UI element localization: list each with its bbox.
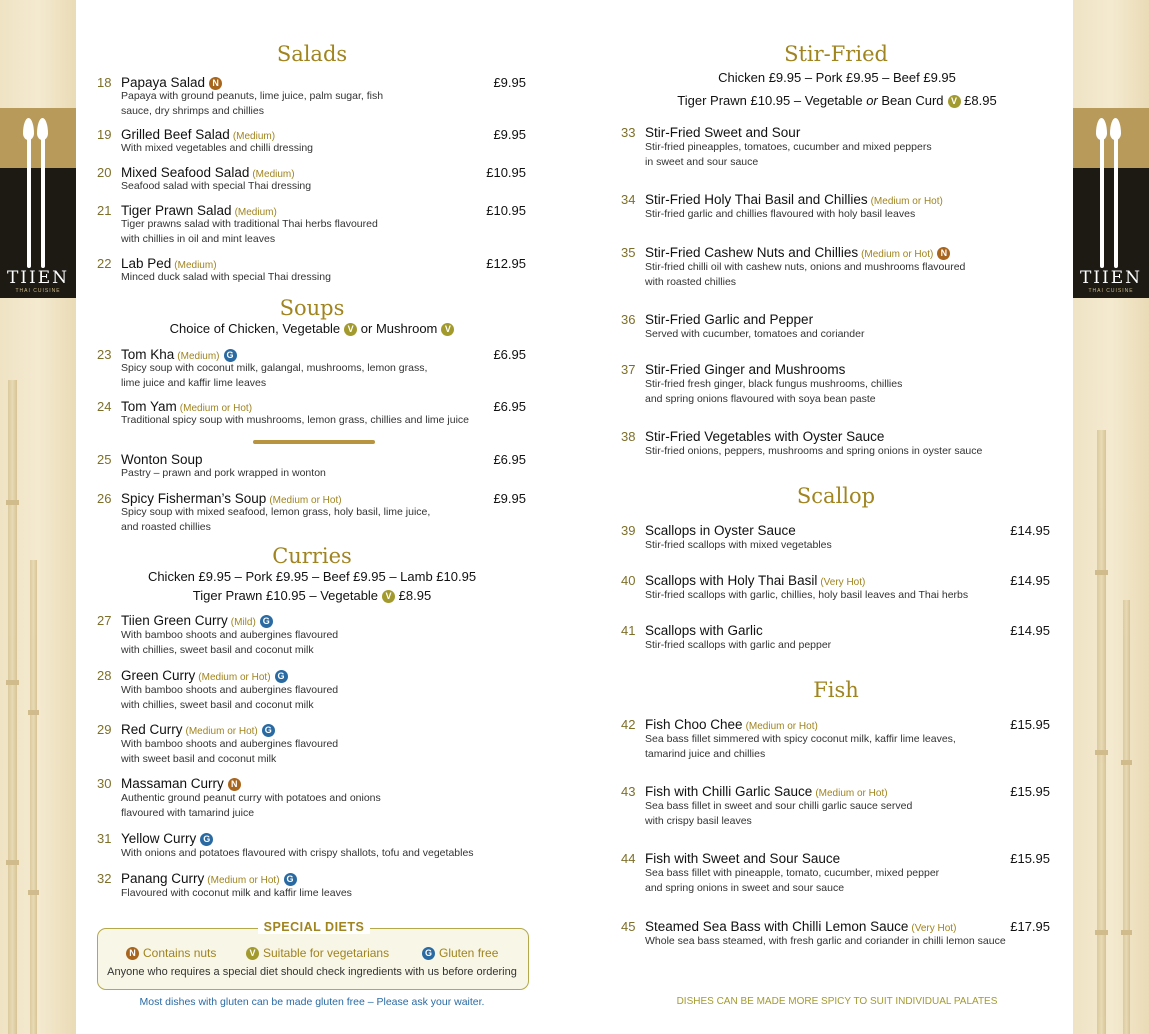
item-description: tamarind juice and chillies xyxy=(645,748,766,760)
gluten-free-icon: G xyxy=(262,724,275,737)
item-name xyxy=(121,452,203,467)
menu-item xyxy=(97,722,526,767)
item-description: and roasted chillies xyxy=(121,521,211,533)
brand-logo xyxy=(1073,108,1149,298)
spice-level: (Medium or Hot) xyxy=(179,403,253,414)
spice-level: (Medium or Hot) xyxy=(870,196,943,207)
menu-item xyxy=(621,623,1050,653)
stir-fried-price-text-3: £8.95 xyxy=(964,93,997,108)
spice-level: (Medium) xyxy=(252,169,295,180)
item-price: £14.95 xyxy=(1010,573,1050,588)
item-name-text: Red Curry xyxy=(121,722,183,737)
stir-fried-price-text-2: Bean Curd xyxy=(881,93,944,108)
item-number: 43 xyxy=(621,784,636,799)
item-number: 20 xyxy=(97,165,112,180)
menu-item xyxy=(621,851,1050,896)
curries-price-line-1: Chicken £9.95 – Pork £9.95 – Beef £9.95 – Lamb £10.95 xyxy=(147,569,477,584)
bamboo-stalk-image xyxy=(1097,430,1106,1034)
item-number: 30 xyxy=(97,776,112,791)
item-description: Papaya with ground peanuts, lime juice, palm sugar, fish xyxy=(121,90,384,102)
item-price: £10.95 xyxy=(486,203,526,218)
item-description: with crispy basil leaves xyxy=(645,815,752,827)
item-description: Stir-fried scallops with garlic, chillies, holy basil leaves and Thai herbs xyxy=(645,589,969,601)
legend-vegetarian-label: Suitable for vegetarians xyxy=(263,946,390,960)
item-name-text: Fish with Sweet and Sour Sauce xyxy=(645,851,841,866)
spicy-footer-note: DISHES CAN BE MADE MORE SPICY TO SUIT INDIVIDUAL PALATES xyxy=(676,996,998,1007)
item-number: 38 xyxy=(621,429,636,444)
menu-item xyxy=(621,784,1050,829)
special-diets-title: SPECIAL DIETS xyxy=(258,920,370,934)
item-name-text: Spicy Fisherman’s Soup xyxy=(121,491,267,506)
bamboo-stalk-image xyxy=(8,380,17,1034)
item-description: in sweet and sour sauce xyxy=(645,156,759,168)
item-description: With bamboo shoots and aubergines flavoured xyxy=(121,629,339,641)
item-name-text: Scallops with Holy Thai Basil xyxy=(645,573,818,588)
item-name xyxy=(645,362,845,377)
menu-item xyxy=(621,429,1050,459)
item-price: £9.95 xyxy=(493,127,526,142)
left-border-panel xyxy=(0,0,76,1034)
item-price: £15.95 xyxy=(1010,784,1050,799)
item-description: Whole sea bass steamed, with fresh garlic and coriander in chilli lemon sauce xyxy=(645,935,1006,947)
spice-level: (Medium) xyxy=(234,207,277,218)
item-number: 36 xyxy=(621,312,636,327)
stir-fried-price-text: Tiger Prawn £10.95 – Vegetable xyxy=(677,93,863,108)
menu-item xyxy=(621,312,1050,342)
section-title-curries: Curries xyxy=(272,544,352,568)
bamboo-stalk-image xyxy=(1123,600,1130,1034)
spice-level: (Medium) xyxy=(232,131,276,142)
item-name-text: Tom Yam xyxy=(121,399,177,414)
spice-level: (Medium or Hot) xyxy=(861,249,934,260)
section-title-salads: Salads xyxy=(276,42,348,66)
item-description: Stir-fried scallops with garlic and pepper xyxy=(645,639,832,651)
spice-level: (Very Hot) xyxy=(820,577,866,588)
menu-item xyxy=(97,491,526,535)
stir-fried-price-line-1: Chicken £9.95 – Pork £9.95 – Beef £9.95 xyxy=(718,70,956,85)
item-price: £10.95 xyxy=(486,165,526,180)
item-name xyxy=(645,623,763,638)
item-name-text: Stir-Fried Ginger and Mushrooms xyxy=(645,362,846,377)
soups-choice-text-2: or Mushroom xyxy=(360,321,438,336)
item-name-text: Stir-Fried Vegetables with Oyster Sauce xyxy=(645,429,885,444)
item-name xyxy=(645,851,840,866)
spice-level: (Medium or Hot) xyxy=(815,788,888,799)
item-number: 27 xyxy=(97,613,112,628)
item-name xyxy=(121,668,288,683)
right-border-panel xyxy=(1073,0,1149,1034)
menu-item xyxy=(97,256,526,285)
menu-item xyxy=(97,452,526,481)
item-name xyxy=(645,717,818,732)
menu-item xyxy=(621,919,1050,949)
item-name-text: Tiger Prawn Salad xyxy=(121,203,232,218)
item-name xyxy=(645,125,800,140)
spice-level: (Medium or Hot) xyxy=(269,495,342,506)
menu-item xyxy=(97,668,526,713)
item-number: 41 xyxy=(621,623,636,638)
item-description: and spring onions in sweet and sour sauce xyxy=(645,882,845,894)
spice-level: (Medium or Hot) xyxy=(745,721,818,732)
item-name xyxy=(645,245,950,260)
item-price: £6.95 xyxy=(493,452,526,467)
item-description: Spicy soup with coconut milk, galangal, mushrooms, lemon grass, xyxy=(121,362,428,374)
item-name-text: Lab Ped xyxy=(121,256,172,271)
item-price: £14.95 xyxy=(1010,523,1050,538)
item-number: 35 xyxy=(621,245,636,260)
section-title-fish: Fish xyxy=(813,678,859,702)
item-name-text: Scallops with Garlic xyxy=(645,623,763,638)
menu-item xyxy=(621,192,1050,222)
item-number: 28 xyxy=(97,668,112,683)
item-description: and spring onions flavoured with soya bean paste xyxy=(645,393,876,405)
item-number: 23 xyxy=(97,347,112,362)
item-number: 33 xyxy=(621,125,636,140)
item-name-text: Wonton Soup xyxy=(121,452,203,467)
stir-fried-price-line-2 xyxy=(622,93,1052,108)
item-price: £15.95 xyxy=(1010,851,1050,866)
item-number: 44 xyxy=(621,851,636,866)
brand-name: TIIEN xyxy=(1079,268,1143,288)
soups-choice-line xyxy=(97,321,527,336)
item-name xyxy=(645,784,888,799)
item-price: £6.95 xyxy=(493,399,526,414)
menu-item xyxy=(621,125,1050,170)
item-name-text: Massaman Curry xyxy=(121,776,224,791)
item-description: Stir-fried garlic and chillies flavoured with holy basil leaves xyxy=(645,208,916,220)
curries-price-line-2 xyxy=(97,588,527,603)
item-name xyxy=(121,347,237,362)
item-name-text: Stir-Fried Cashew Nuts and Chillies xyxy=(645,245,859,260)
item-description: with chillies in oil and mint leaves xyxy=(121,233,276,245)
item-price: £6.95 xyxy=(493,347,526,362)
brand-logo xyxy=(0,108,76,298)
item-description: Flavoured with coconut milk and kaffir lime leaves xyxy=(121,887,352,899)
item-number: 37 xyxy=(621,362,636,377)
gluten-free-icon: G xyxy=(260,615,273,628)
item-number: 42 xyxy=(621,717,636,732)
item-description: With bamboo shoots and aubergines flavoured xyxy=(121,738,339,750)
legend-vegetarian xyxy=(246,946,389,960)
item-description: Sea bass fillet in sweet and sour chilli garlic sauce served xyxy=(645,800,913,812)
item-description: with sweet basil and coconut milk xyxy=(121,753,277,765)
item-description: with chillies, sweet basil and coconut milk xyxy=(121,699,314,711)
item-name xyxy=(121,722,275,737)
nuts-icon: N xyxy=(228,778,241,791)
gluten-footer-note: Most dishes with gluten can be made gluten free – Please ask your waiter. xyxy=(139,996,485,1008)
item-name-text: Tiien Green Curry xyxy=(121,613,228,628)
curries-price-text-2: £8.95 xyxy=(398,588,432,603)
item-name-text: Panang Curry xyxy=(121,871,205,886)
spice-level: (Medium or Hot) xyxy=(198,672,271,683)
item-description: Stir-fried scallops with mixed vegetables xyxy=(645,539,832,551)
gluten-free-icon: G xyxy=(224,349,237,362)
item-number: 19 xyxy=(97,127,112,142)
item-number: 34 xyxy=(621,192,636,207)
item-number: 26 xyxy=(97,491,112,506)
vegetarian-icon: V xyxy=(441,323,454,336)
item-description: Stir-fried fresh ginger, black fungus mushrooms, chillies xyxy=(645,378,903,390)
item-description: Seafood salad with special Thai dressing xyxy=(121,180,312,192)
gluten-free-icon: G xyxy=(422,947,435,960)
item-number: 22 xyxy=(97,256,112,271)
spice-level: (Very Hot) xyxy=(911,923,957,934)
brand-name: TIIEN xyxy=(6,268,70,288)
item-description: Stir-fried chilli oil with cashew nuts, onions and mushrooms flavoured xyxy=(645,261,966,273)
item-name xyxy=(645,919,956,934)
menu-item xyxy=(97,613,526,658)
item-name-text: Fish Choo Chee xyxy=(645,717,743,732)
section-title-soups: Soups xyxy=(279,296,345,320)
item-price: £12.95 xyxy=(486,256,526,271)
gluten-free-icon: G xyxy=(284,873,297,886)
item-number: 31 xyxy=(97,831,112,846)
item-name-text: Scallops in Oyster Sauce xyxy=(645,523,796,538)
item-description: Traditional spicy soup with mushrooms, lemon grass, chillies and lime juice xyxy=(121,414,470,426)
item-name xyxy=(645,312,813,327)
item-name xyxy=(121,203,277,218)
menu-item xyxy=(621,362,1050,407)
menu-item xyxy=(97,776,526,821)
item-name-text: Steamed Sea Bass with Chilli Lemon Sauce xyxy=(645,919,909,934)
item-description: Minced duck salad with special Thai dressing xyxy=(121,271,331,283)
item-name xyxy=(645,573,865,588)
item-price: £15.95 xyxy=(1010,717,1050,732)
brush-divider xyxy=(253,440,375,444)
item-name xyxy=(121,831,213,846)
spice-level: (Medium) xyxy=(174,260,217,271)
item-number: 39 xyxy=(621,523,636,538)
item-description: with roasted chillies xyxy=(645,276,737,288)
spice-level: (Mild) xyxy=(230,617,256,628)
item-name xyxy=(121,776,241,791)
legend-gluten-free xyxy=(422,946,498,960)
item-price: £17.95 xyxy=(1010,919,1050,934)
brand-tagline: THAI CUISINE xyxy=(1088,288,1134,294)
item-number: 18 xyxy=(97,75,112,90)
item-name xyxy=(645,192,943,207)
item-name-text: Yellow Curry xyxy=(121,831,197,846)
spice-level: (Medium or Hot) xyxy=(185,726,258,737)
item-name-text: Mixed Seafood Salad xyxy=(121,165,250,180)
menu-item xyxy=(97,165,526,194)
bamboo-stalk-image xyxy=(30,560,37,1034)
legend-nuts xyxy=(126,946,216,960)
legend-gluten-label: Gluten free xyxy=(439,946,499,960)
special-diets-note: Anyone who requires a special diet should check ingredients with us before ordering xyxy=(107,966,517,978)
item-price: £9.95 xyxy=(493,75,526,90)
item-description: Sea bass fillet with pineapple, tomato, cucumber, mixed pepper xyxy=(645,867,940,879)
item-name xyxy=(121,613,273,628)
item-name xyxy=(121,491,342,506)
item-name-text: Stir-Fried Sweet and Sour xyxy=(645,125,801,140)
item-name-text: Papaya Salad xyxy=(121,75,206,90)
menu-item xyxy=(97,347,526,391)
nuts-icon: N xyxy=(126,947,139,960)
spice-level: (Medium or Hot) xyxy=(207,875,280,886)
menu-item xyxy=(97,75,526,119)
curries-price-text: Tiger Prawn £10.95 – Vegetable xyxy=(192,588,379,603)
vegetarian-icon: V xyxy=(246,947,259,960)
item-description: Stir-fried pineapples, tomatoes, cucumber and mixed peppers xyxy=(645,141,932,153)
soups-choice-text: Choice of Chicken, Vegetable xyxy=(169,321,341,336)
gluten-free-icon: G xyxy=(275,670,288,683)
item-price: £14.95 xyxy=(1010,623,1050,638)
item-name xyxy=(121,871,297,886)
item-name xyxy=(121,75,222,90)
item-name xyxy=(121,256,217,271)
item-name-text: Stir-Fried Garlic and Pepper xyxy=(645,312,814,327)
vegetarian-icon: V xyxy=(382,590,395,603)
menu-item xyxy=(97,399,526,428)
item-description: Sea bass fillet simmered with spicy coconut milk, kaffir lime leaves, xyxy=(645,733,956,745)
legend-nuts-label: Contains nuts xyxy=(143,946,217,960)
spice-level: (Medium) xyxy=(177,351,220,362)
item-name xyxy=(645,523,796,538)
menu-item xyxy=(621,717,1050,762)
item-name-text: Stir-Fried Holy Thai Basil and Chillies xyxy=(645,192,868,207)
item-name xyxy=(645,429,884,444)
menu-item xyxy=(97,831,526,861)
item-number: 25 xyxy=(97,452,112,467)
nuts-icon: N xyxy=(937,247,950,260)
section-title-stir-fried: Stir-Fried xyxy=(784,42,888,66)
item-description: With bamboo shoots and aubergines flavoured xyxy=(121,684,339,696)
item-description: sauce, dry shrimps and chillies xyxy=(121,105,264,117)
vegetarian-icon: V xyxy=(344,323,357,336)
section-title-scallop: Scallop xyxy=(796,484,876,508)
item-description: Spicy soup with mixed seafood, lemon grass, holy basil, lime juice, xyxy=(121,506,431,518)
item-number: 32 xyxy=(97,871,112,886)
item-description: lime juice and kaffir lime leaves xyxy=(121,377,267,389)
item-number: 40 xyxy=(621,573,636,588)
item-name-text: Green Curry xyxy=(121,668,196,683)
menu-item xyxy=(621,523,1050,553)
item-description: Authentic ground peanut curry with potatoes and onions xyxy=(121,792,381,804)
nuts-icon: N xyxy=(209,77,222,90)
item-description: Served with cucumber, tomatoes and coriander xyxy=(645,328,865,340)
item-description: with chillies, sweet basil and coconut milk xyxy=(121,644,314,656)
item-name-text: Fish with Chilli Garlic Sauce xyxy=(645,784,813,799)
vegetarian-icon: V xyxy=(948,95,961,108)
item-description: Tiger prawns salad with traditional Thai herbs flavoured xyxy=(121,218,378,230)
gluten-free-icon: G xyxy=(200,833,213,846)
brand-tagline: THAI CUISINE xyxy=(15,288,61,294)
menu-item xyxy=(97,127,526,156)
item-number: 24 xyxy=(97,399,112,414)
menu-item xyxy=(97,203,526,247)
menu-item xyxy=(621,245,1050,290)
item-description: Pastry – prawn and pork wrapped in wonton xyxy=(121,467,326,479)
item-description: flavoured with tamarind juice xyxy=(121,807,255,819)
item-number: 21 xyxy=(97,203,112,218)
item-number: 45 xyxy=(621,919,636,934)
stir-fried-price-or: or xyxy=(866,93,878,108)
menu-item xyxy=(97,871,526,901)
item-price: £9.95 xyxy=(493,491,526,506)
menu-item xyxy=(621,573,1050,603)
item-name-text: Tom Kha xyxy=(121,347,175,362)
item-name-text: Grilled Beef Salad xyxy=(121,127,230,142)
item-description: With mixed vegetables and chilli dressing xyxy=(121,142,314,154)
item-description: With onions and potatoes flavoured with crispy shallots, tofu and vegetables xyxy=(121,847,474,859)
item-number: 29 xyxy=(97,722,112,737)
item-name xyxy=(121,127,275,142)
item-name xyxy=(121,165,295,180)
item-name xyxy=(121,399,252,414)
item-description: Stir-fried onions, peppers, mushrooms and spring onions in oyster sauce xyxy=(645,445,983,457)
